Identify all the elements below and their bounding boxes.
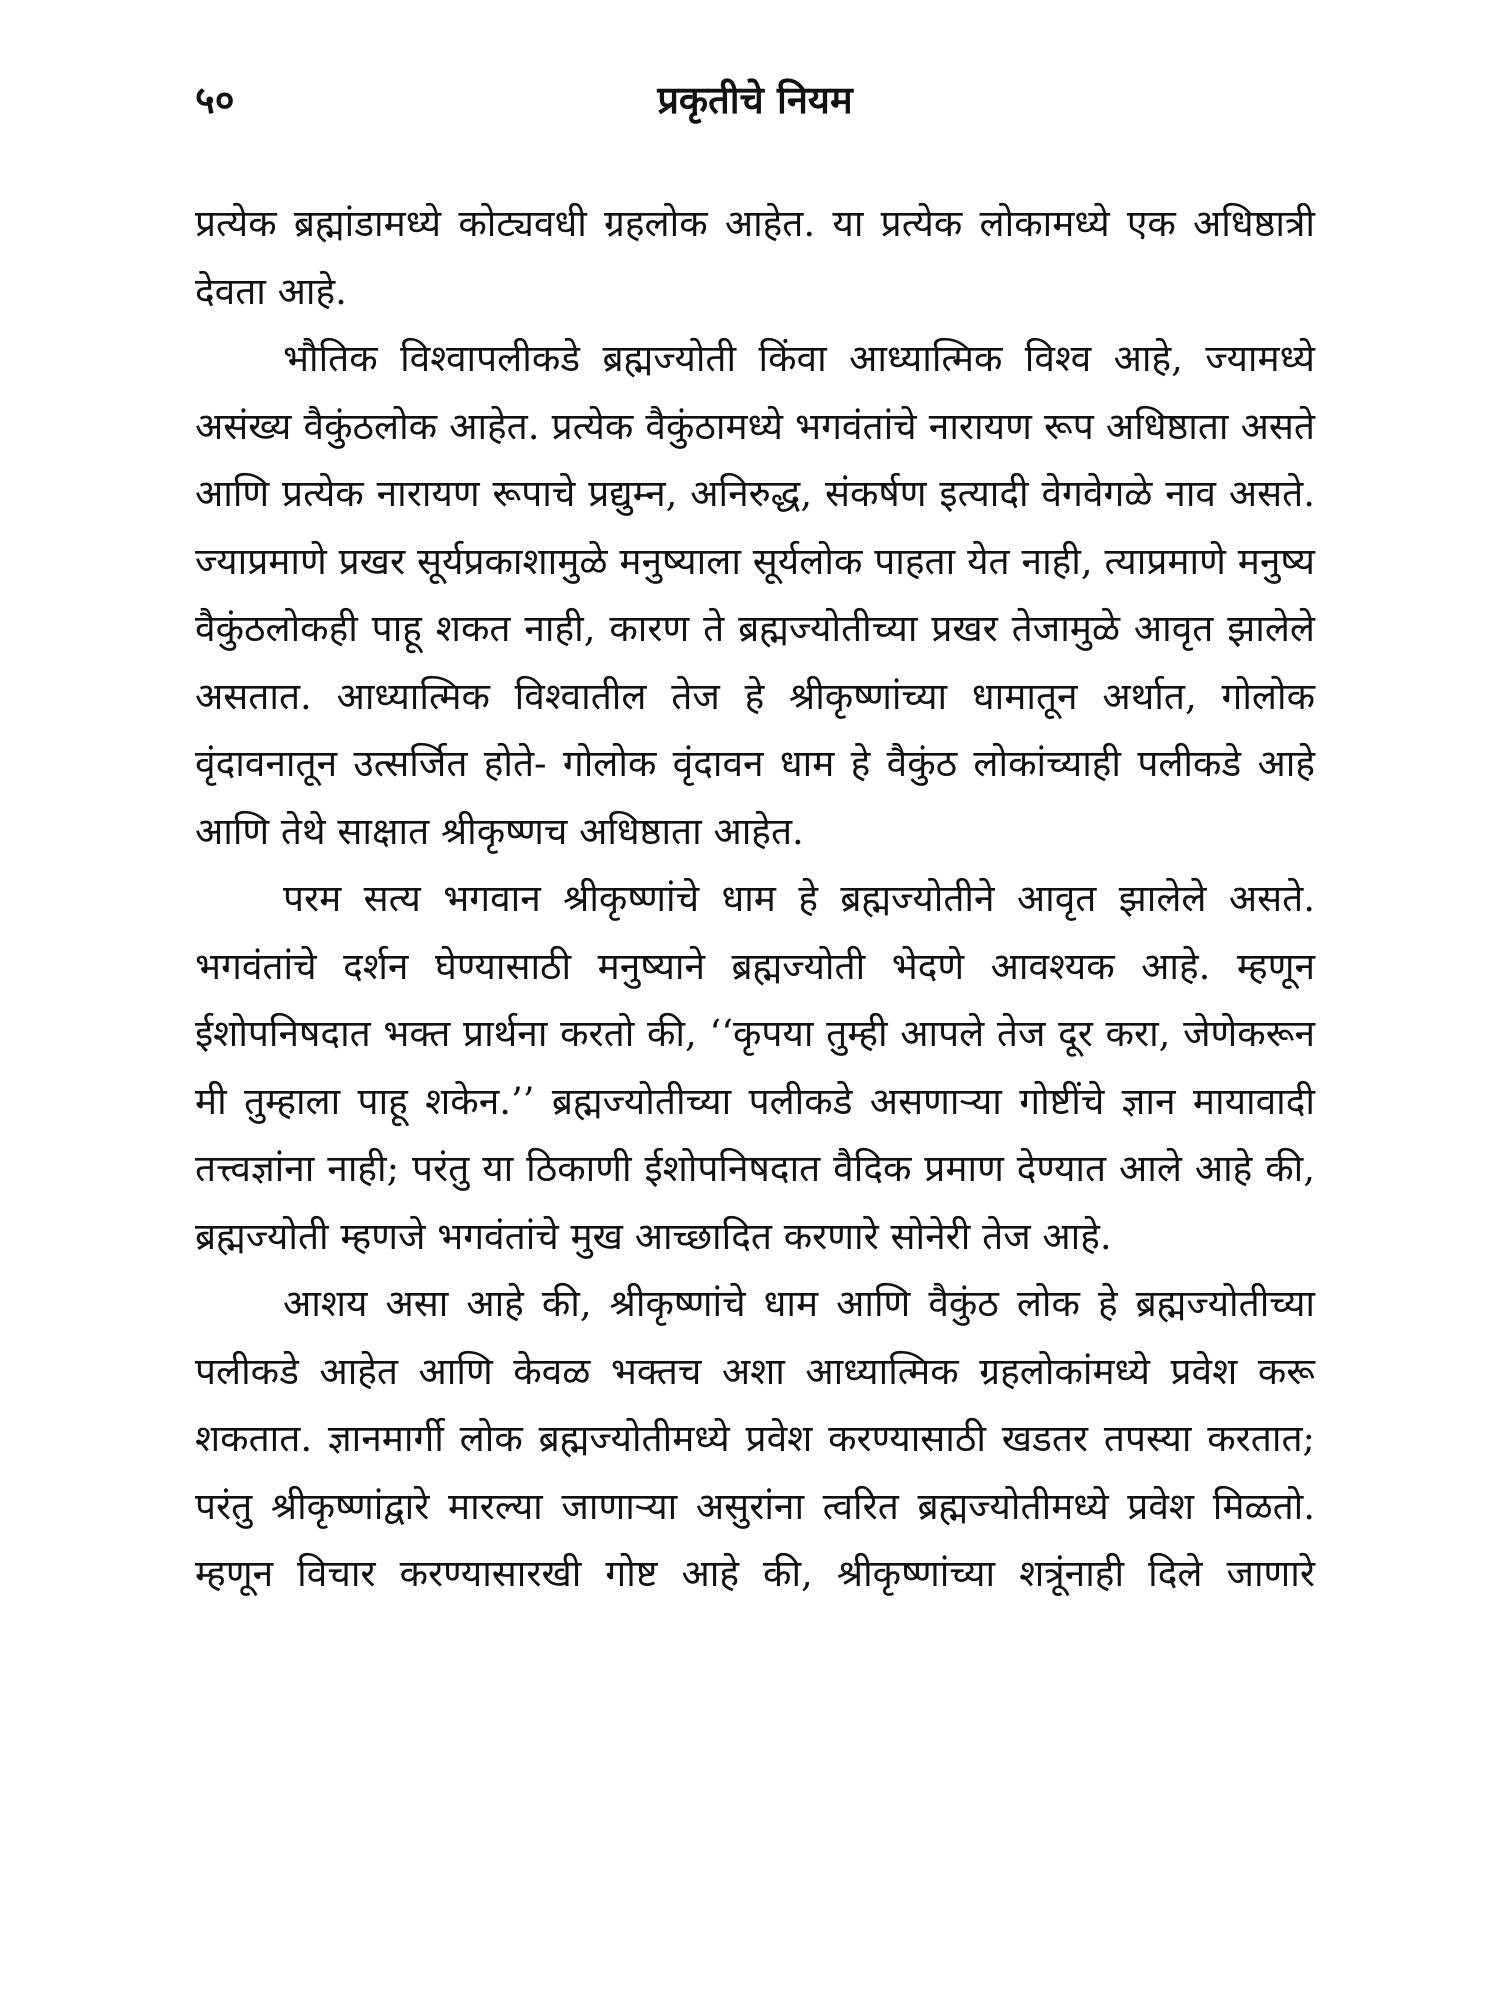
paragraph-1: प्रत्येक ब्रह्मांडामध्ये कोट्यवधी ग्रहलोक आहेत. या प्रत्येक लोकामध्ये एक अधिष्ठात्री देवता आहे. [195,202,1315,313]
running-title: प्रकृतीचे नियम [657,77,853,122]
paragraph-4: आशय असा आहे की, श्रीकृष्णांचे धाम आणि वैकुंठ लोक हे ब्रह्मज्योतीच्या पलीकडे आहेत आणि केवळ भक्तच अशा आध्यात्मिक ग्रहलोकांमध्ये प्रवेश करू शकतात. ज्ञानमार्गी लोक ब्रह्मज्योतीमध्ये प्रवेश करण्यासाठी खडतर तपस्या करतात; परंतु श्रीकृष्णांद्वारे मारल्या जाणाऱ्या असुरांना त्वरित ब्रह्मज्योतीमध्ये प्रवेश मिळतो. म्हणून विचार करण्यासारखी गोष्ट आहे की, श्रीकृष्णांच्या शत्रूंनाही दिले जाणारे [195,1282,1315,1595]
page-number: ५० [195,77,235,122]
paragraph-3: परम सत्य भगवान श्रीकृष्णांचे धाम हे ब्रह्मज्योतीने आवृत झालेले असते. भगवंतांचे दर्शन घेण्यासाठी मनुष्याने ब्रह्मज्योती भेदणे आवश्यक आहे. म्हणून ईशोपनिषदात भक्त प्रार्थना करतो की, ‘‘कृपया तुम्ही आपले तेज दूर करा, जेणेकरून मी तुम्हाला पाहू शकेन.’’ ब्रह्मज्योतीच्या पलीकडे असणाऱ्या गोष्टींचे ज्ञान मायावादी तत्त्वज्ञांना नाही; परंतु या ठिकाणी ईशोपनिषदात वैदिक प्रमाण देण्यात आले आहे की, ब्रह्मज्योती म्हणजे भगवंतांचे मुख आच्छादित करणारे सोनेरी तेज आहे. [195,877,1315,1258]
page-header [195,70,1315,130]
paragraph-2: भौतिक विश्वापलीकडे ब्रह्मज्योती किंवा आध्यात्मिक विश्व आहे, ज्यामध्ये असंख्य वैकुंठलोक आहेत. प्रत्येक वैकुंठामध्ये भगवंतांचे नारायण रूप अधिष्ठाता असते आणि प्रत्येक नारायण रूपाचे प्रद्युम्न, अनिरुद्ध, संकर्षण इत्यादी वेगवेगळे नाव असते. ज्याप्रमाणे प्रखर सूर्यप्रकाशामुळे मनुष्याला सूर्यलोक पाहता येत नाही, त्याप्रमाणे मनुष्य वैकुंठलोकही पाहू शकत नाही, कारण ते ब्रह्मज्योतीच्या प्रखर तेजामुळे आवृत झालेले असतात. आध्यात्मिक विश्वातील तेज हे श्रीकृष्णांच्या धामातून अर्थात, गोलोक वृंदावनातून उत्सर्जित होते- गोलोक वृंदावन धाम हे वैकुंठ लोकांच्याही पलीकडे आहे आणि तेथे साक्षात श्रीकृष्णच अधिष्ठाता आहेत. [195,337,1315,853]
body-text [195,190,1315,1608]
